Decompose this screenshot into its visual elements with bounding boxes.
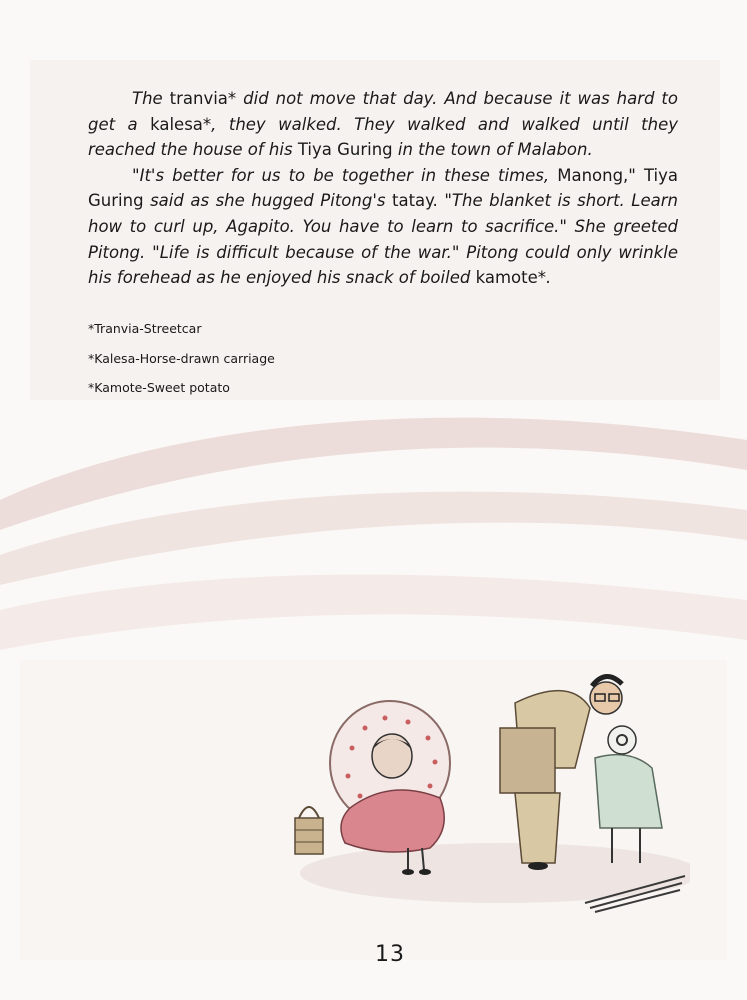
story-run: tatay. — [391, 191, 438, 211]
child-drawing — [595, 726, 662, 863]
story-run: Tiya Guring — [88, 165, 678, 211]
story-text — [88, 86, 678, 291]
story-run: Manong, — [557, 165, 629, 185]
basket-drawing — [295, 807, 323, 854]
story-run: "The blanket is short. Learn how to curl up, Agapito. You have to learn to sacrifice." She greeted Pitong. "Life is difficult because of the war." Pitong could only wrinkle his forehead as he enjoyed his snack of boiled — [88, 191, 679, 288]
story-run: said as she hugged Pitong's — [143, 191, 392, 211]
story-paragraph — [88, 86, 678, 163]
story-run: "It's better for us to be together in these times, — [132, 165, 558, 185]
story-run: kalesa* — [150, 114, 212, 134]
story-run: kamote* — [475, 268, 546, 288]
story-run: . — [546, 268, 552, 288]
story-run: Tiya Guring — [297, 140, 393, 160]
family-illustration — [290, 658, 690, 928]
footnote-tranvia: *Tranvia-Streetcar — [88, 321, 202, 336]
story-run: did not move that day. And because it was hard to get a — [88, 89, 678, 134]
footnote-kamote: *Kamote-Sweet potato — [88, 380, 230, 395]
story-run: , they walked. They walked and walked until they reached the house of his — [88, 114, 679, 160]
story-run: in the town of Malabon. — [392, 140, 593, 160]
story-run: tranvia* — [169, 89, 237, 108]
story-run: " — [628, 165, 644, 185]
page-number: 13 — [375, 942, 405, 967]
footnotes — [88, 314, 275, 403]
story-paragraph — [88, 163, 678, 291]
footnote-kalesa: *Kalesa-Horse-drawn carriage — [88, 350, 275, 366]
story-run: The — [132, 89, 170, 108]
